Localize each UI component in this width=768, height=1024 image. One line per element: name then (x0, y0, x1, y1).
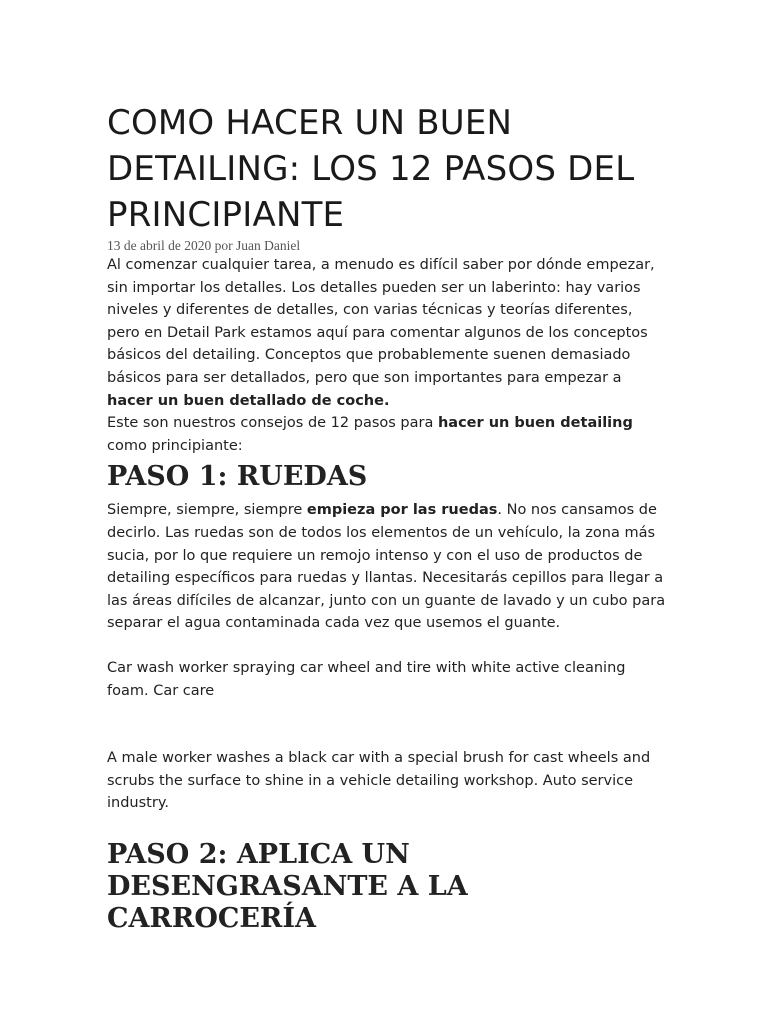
step-1-text-2: . No nos cansamos de decirlo. Las ruedas son de todos los elementos de un vehículo, la zona más sucia, por lo que requiere un remojo intenso y con el uso de productos de detailing específicos para ruedas y llantas. Necesitarás cepillos para llegar a las áreas difíciles de alcanzar, junto con un guante de lavado y un cubo para separar el agua contaminada cada vez que usemos el guante. (107, 502, 666, 632)
detail-park-brand: Detail Park (166, 324, 246, 341)
article (107, 100, 667, 935)
step-1-bold: empieza por las ruedas (306, 502, 498, 519)
tips-bold: hacer un buen detailing (437, 415, 633, 432)
tips-text-1: Este son nuestros consejos de 12 pasos para (107, 415, 438, 432)
tips-paragraph (107, 412, 667, 457)
step-1-heading: PASO 1: RUEDAS (107, 461, 368, 493)
intro-paragraph (107, 254, 667, 412)
image-caption-2: A male worker washes a black car with a special brush for cast wheels and scrubs the surface to shine in a vehicle detailing workshop. Auto service industry. (107, 750, 651, 812)
step-1-text-1: Siempre, siempre, siempre (107, 502, 307, 519)
article-meta: 13 de abril de 2020 por Juan Daniel (107, 238, 301, 253)
image-caption-1: Car wash worker spraying car wheel and tire with white active cleaning foam. Car care (107, 659, 626, 699)
intro-bold-end: hacer un buen detallado de coche. (107, 392, 390, 409)
step-1-paragraph (107, 499, 667, 635)
article-title: COMO HACER UN BUEN DETAILING: LOS 12 PASOS DEL PRINCIPIANTE (107, 103, 635, 235)
tips-text-2: como principiante: (107, 437, 243, 454)
intro-text-2: estamos aquí para comentar algunos de los conceptos básicos del detailing. Conceptos que probablemente suenen demasiado básicos para ser detallados, pero que son importantes para empezar a (107, 324, 648, 386)
intro-text-1: Al comenzar cualquier tarea, a menudo es difícil saber por dónde empezar, sin importar los detalles. Los detalles pueden ser un laberinto: hay varios niveles y diferentes de detalles, con varias técnicas y teorías diferentes, pero en (107, 257, 655, 341)
step-2-heading: PASO 2: APLICA UN DESENGRASANTE A LA CARROCERÍA (107, 838, 468, 934)
